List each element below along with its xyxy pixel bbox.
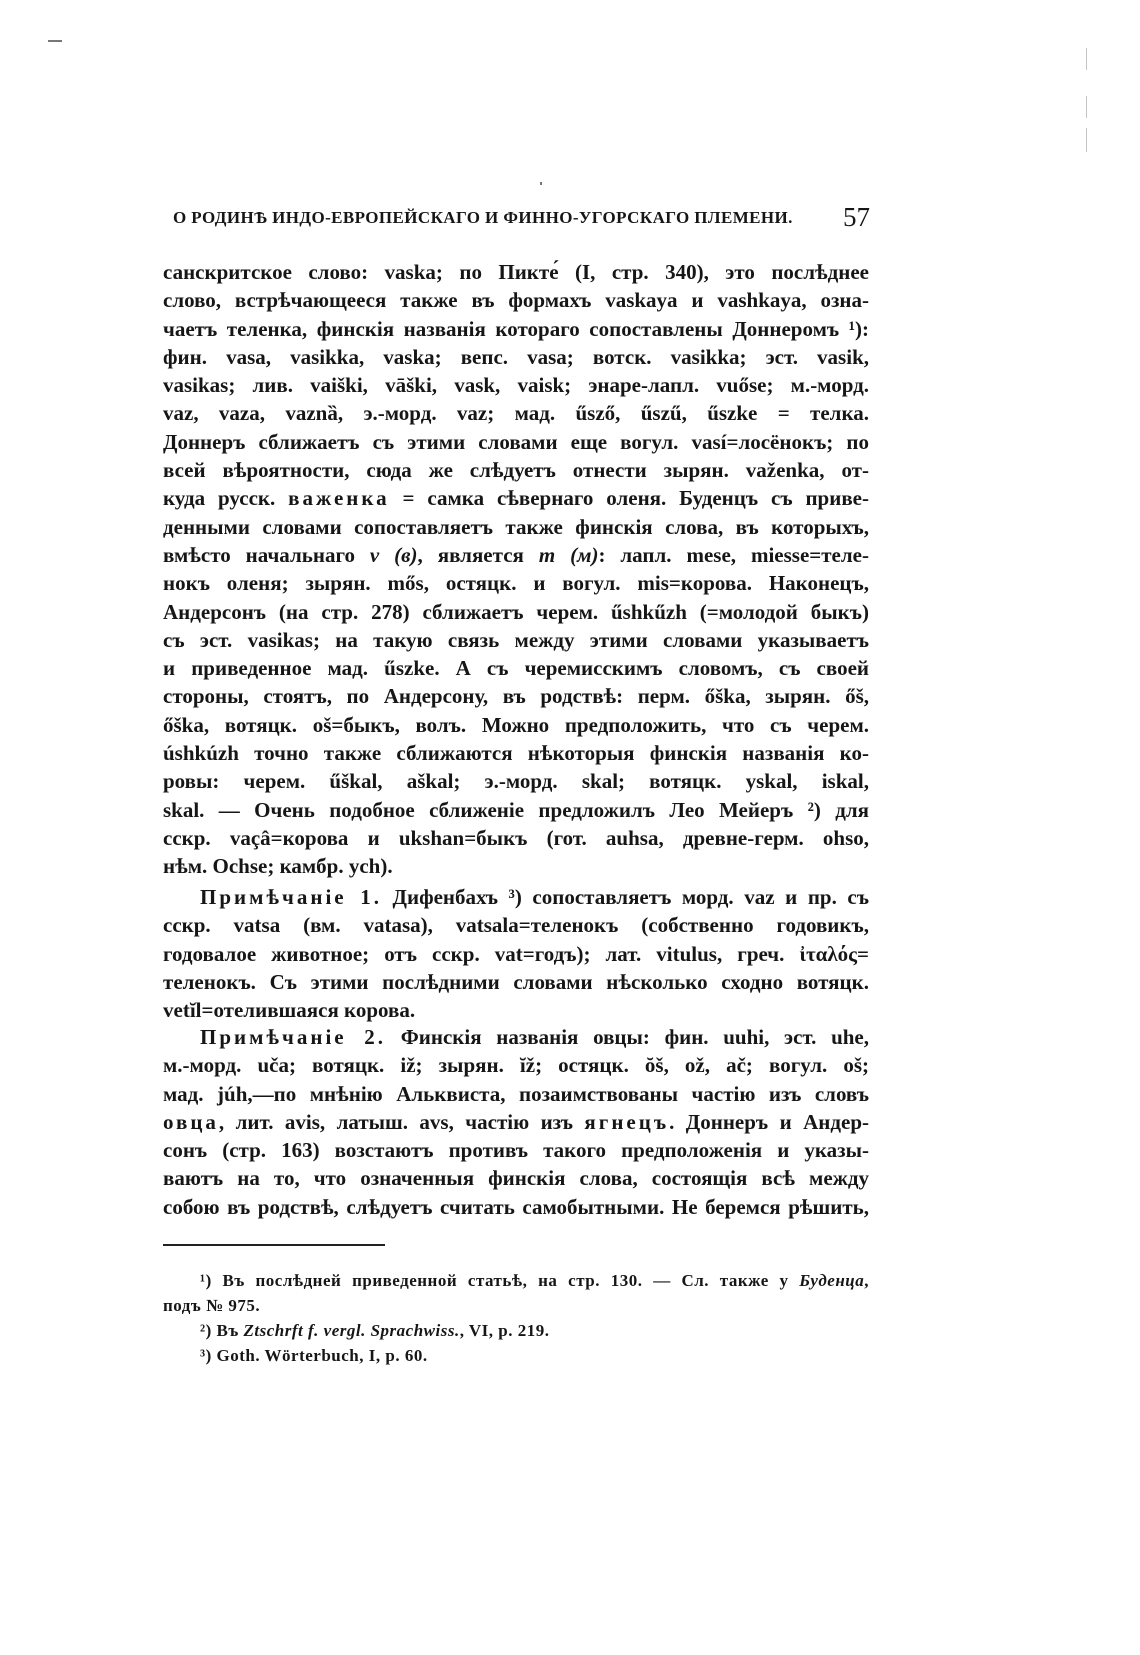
scan-mark [48,40,62,42]
footnotes [163,1268,869,1368]
text-segment: вмѣсто начальнаго [163,542,370,567]
text-line [163,541,869,569]
text-line: годовалое животное; отъ сскр. vat=годъ); лат. vitulus, греч. ἰταλός= [163,941,869,966]
text-line: и приведенное мад. űszke. А съ черемисскимъ словомъ, съ своей [163,656,869,681]
spaced-word: Примѣчаніе 1. [200,885,382,909]
footnote-line [163,1318,869,1343]
text-line: Доннеръ сближаетъ съ этими словами еще вогул. vasí=лосёнокъ; по [163,429,869,454]
italic-word: v (в) [369,542,418,567]
text-line: нѣм. Ochse; камбр. ych). [163,854,393,879]
text-segment: : лапл. mese, miesse=теле- [598,542,869,567]
footnote-line [163,1268,869,1293]
text-line: всей вѣроятности, сюда же слѣдуетъ отнести зырян. važenka, от- [163,458,869,483]
page-number: 57 [843,202,870,232]
text-line: сскр. vaçâ=корова и ukshan=быкъ (гот. auhsa, древне-герм. ohso, [163,825,869,850]
italic-word: m (м) [538,542,599,567]
text-line: санскритское слово: vaska; по Пикте́ (I, стр. 340), это послѣднее [163,260,869,284]
text-segment: Дифенбахъ ³) сопоставляетъ морд. vaz и пр. съ [381,885,869,909]
text-line: őška, вотяцк. oš=быкъ, волъ. Можно предположить, что съ черем. [163,712,869,737]
text-line: чаетъ теленка, финскія названія котораго сопоставлены Доннеромъ ¹): [163,316,869,341]
spaced-word: Примѣчаніе 2. [200,1025,387,1049]
scan-mark [1086,96,1087,118]
text-segment: = самка сѣвернаго оленя. Буденцъ съ приве- [389,486,869,511]
text-line: нокъ оленя; зырян. mős, остяцк. и вогул. mis=корова. Наконецъ, [163,571,869,596]
text-line: ровы: черем. űškal, aškal; э.-морд. skal; вотяцк. yskal, iskal, [163,769,869,794]
text-line [163,1108,869,1136]
text-segment: ²) Въ [200,1321,244,1340]
paragraph [163,258,869,881]
text-segment: , VI, p. 219. [459,1321,550,1340]
footnote-rule [163,1244,385,1246]
text-line [163,484,869,512]
text-line [163,1023,869,1051]
text-line: мад. júh,—по мнѣнію Альквиста, позаимствованы частію изъ словъ [163,1081,869,1106]
text-line: vetĭl=отелившаяся корова. [163,998,416,1023]
text-line: Андерсонъ (на стр. 278) сближаетъ черем. űshkűzh (=молодой быкъ) [163,599,869,624]
scan-mark [540,182,542,185]
spaced-word: ягнецъ [584,1109,670,1134]
text-line: слово, встрѣчающееся также въ формахъ vaskaya и vashkaya, озна- [163,288,869,313]
paragraph [163,1023,869,1221]
text-segment: Финскія названія овцы: фин. uuhi, эст. uhe, [386,1025,869,1049]
text-line: skal. — Очень подобное сближеніе предложилъ Лео Мейеръ ²) для [163,797,869,822]
text-line: собою въ родствѣ, слѣдуетъ считать самобытными. Не беремся рѣшить, [163,1194,869,1219]
text-line: сонъ (стр. 163) возстаютъ противъ такого предположенія и указы- [163,1138,869,1163]
footnote-line: подъ № 975. [163,1296,261,1315]
text-line: денными словами сопоставляетъ также финскія слова, въ которыхъ, [163,514,869,539]
text-line: vasikas; лив. vaiški, vāški, vask, vaisk; энаре-лапл. vuőse; м.-морд. [163,373,869,398]
running-head: О РОДИНѢ ИНДО-ЕВРОПЕЙСКАГО И ФИННО-УГОРСКАГО ПЛЕМЕНИ. [173,208,793,227]
text-line: ваютъ на то, что означенныя финскія слова, состоящія всѣ между [163,1166,869,1191]
italic-word: Ztschrft f. vergl. Sprachwiss. [243,1321,460,1340]
scan-mark [1086,48,1087,70]
scan-mark [1086,128,1087,152]
text-line: фин. vasa, vasikka, vaska; вепс. vasa; вотск. vasikka; эст. vasik, [163,344,869,369]
text-line: стороны, стоятъ, по Андерсону, въ родствѣ: перм. őška, зырян. őš, [163,684,869,709]
text-segment: ¹) Въ послѣдней приведенной статьѣ, на стр. 130. — Сл. также у [200,1271,800,1290]
text-segment: , является [417,542,539,567]
text-segment: куда русск. [163,486,289,511]
text-line: теленокъ. Съ этими послѣдними словами нѣсколько сходно вотяцк. [163,969,869,994]
text-line: съ эст. vasikas; на такую связь между этими словами указываетъ [163,627,869,652]
text-line [163,883,869,911]
text-segment: . Доннеръ и Андер- [669,1109,869,1134]
italic-word: Буденца [799,1271,865,1290]
text-line: úshkúzh точно также сближаются нѣкоторыя финскія названія ко- [163,741,869,766]
spaced-word: овца [163,1109,219,1134]
footnote-line: ³) Goth. Wörterbuch, I, p. 60. [200,1346,428,1365]
text-line: сскр. vatsa (вм. vatasa), vatsala=теленокъ (собственно годовикъ, [163,913,869,938]
text-line: м.-морд. uča; вотяцк. iž; зырян. ĭž; остяцк. ŏš, ož, ač; вогул. oš; [163,1053,869,1078]
spaced-word: важенка [288,486,390,511]
text-segment: , [864,1271,869,1290]
text-line: vaz, vaza, vaznȁ, э.-морд. vaz; мад. űsző, űszű, űszke = телка. [163,401,869,426]
paragraph [163,883,869,1024]
text-segment: , лит. avis, латыш. avs, частію изъ [218,1109,585,1134]
